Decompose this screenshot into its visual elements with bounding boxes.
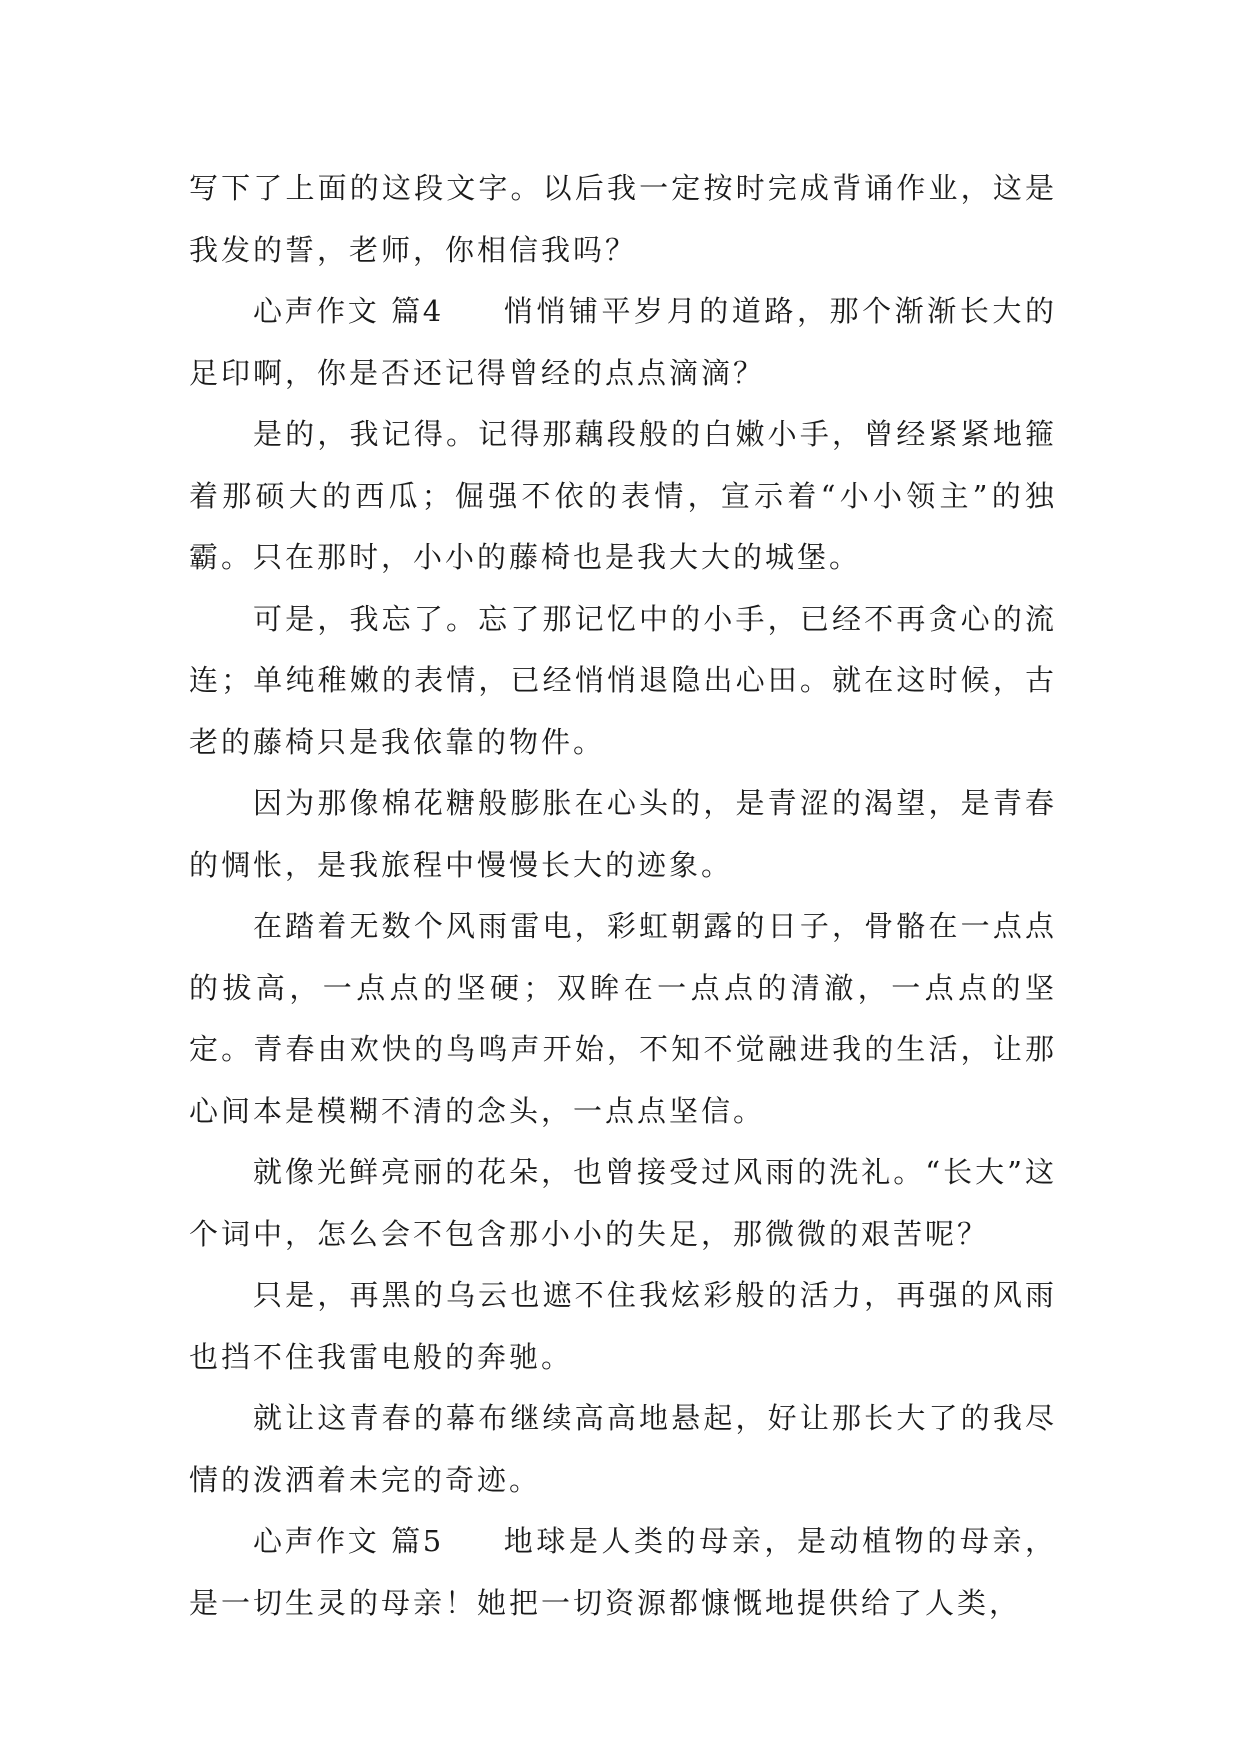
paragraph: 就像光鲜亮丽的花朵，也曾接受过风雨的洗礼。“长大”这个词中，怎么会不包含那小小的失足，那微微的艰苦呢？: [189, 1155, 1057, 1251]
paragraph: 是的，我记得。记得那藕段般的白嫩小手，曾经紧紧地箍着那硕大的西瓜；倔强不依的表情，宣示着“小小领主”的独霸。只在那时，小小的藤椅也是我大大的城堡。: [189, 417, 1057, 574]
paragraph-continuation: 写下了上面的这段文字。以后我一定按时完成背诵作业，这是我发的誓，老师，你相信我吗？: [189, 171, 1057, 267]
section-4-intro-text: 悄悄铺平岁月的道路，那个渐渐长大的足印啊，你是否还记得曾经的点点滴滴？: [189, 294, 1057, 390]
section-5-intro-text: 地球是人类的母亲，是动植物的母亲，是一切生灵的母亲！她把一切资源都慷慨地提供给了人类，: [189, 1524, 1057, 1620]
section-5-paragraph: [189, 1511, 1057, 1634]
section-heading-5: 心声作文 篇5: [253, 1524, 444, 1558]
paragraph: 就让这青春的幕布继续高高地悬起，好让那长大了的我尽情的泼洒着未完的奇迹。: [189, 1401, 1057, 1497]
section-4-paragraph: [189, 281, 1057, 404]
paragraph: 可是，我忘了。忘了那记忆中的小手，已经不再贪心的流连；单纯稚嫩的表情，已经悄悄退隐出心田。就在这时候，古老的藤椅只是我依靠的物件。: [189, 601, 1057, 759]
paragraph: 只是，再黑的乌云也遮不住我炫彩般的活力，再强的风雨也挡不住我雷电般的奔驰。: [189, 1278, 1057, 1374]
article-body: [189, 158, 1057, 1634]
paragraph: 因为那像棉花糖般膨胀在心头的，是青涩的渴望，是青春的惆怅，是我旅程中慢慢长大的迹象。: [189, 786, 1057, 882]
section-heading-4: 心声作文 篇4: [253, 294, 444, 328]
paragraph: 在踏着无数个风雨雷电，彩虹朝露的日子，骨骼在一点点的拔高，一点点的坚硬；双眸在一点点的清澈，一点点的坚定。青春由欢快的鸟鸣声开始，不知不觉融进我的生活，让那心间本是模糊不清的念头，一点点坚信。: [189, 909, 1057, 1128]
